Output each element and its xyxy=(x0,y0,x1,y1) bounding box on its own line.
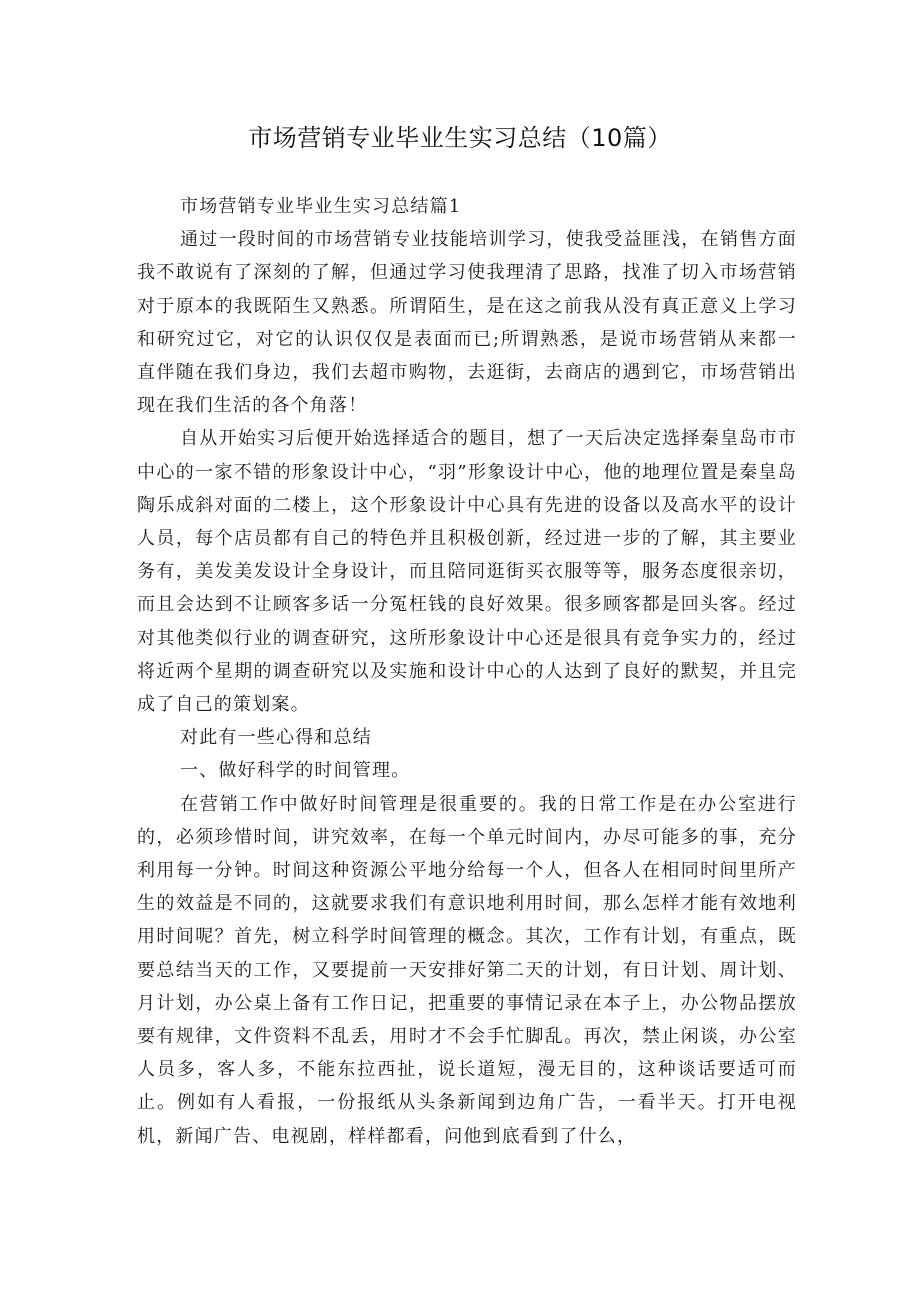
body-paragraph: 在营销工作中做好时间管理是很重要的。我的日常工作是在办公室进行的，必须珍惜时间，讲究效率，在每一个单元时间内，办尽可能多的事，充分利用每一分钟。时间这种资源公平地分给每一个人，但各人在相同时间里所产生的效益是不同的，这就要求我们有意识地利用时间，那么怎样才能有效地利用时间呢？首先，树立科学时间管理的概念。其次，工作有计划，有重点，既要总结当天的工作，又要提前一天安排好第二天的计划，有日计划、周计划、月计划，办公桌上备有工作日记，把重要的事情记录在本子上，办公物品摆放要有规律，文件资料不乱丢，用时才不会手忙脚乱。再次，禁止闲谈，办公室人员多，客人多，不能东拉西扯，说长道短，漫无目的，这种谈话要适可而止。例如有人看报，一份报纸从头条新闻到边角广告，一看半天。打开电视机，新闻广告、电视剧，样样都看，问他到底看到了什么， xyxy=(137,793,797,1147)
body-paragraph: 对此有一些心得和总结 xyxy=(180,727,372,749)
page-title: 市场营销专业毕业生实习总结（10篇） xyxy=(248,124,672,152)
body-paragraph: 通过一段时间的市场营销专业技能培训学习，使我受益匪浅，在销售方面我不敢说有了深刻的了解，但通过学习使我理清了思路，找准了切入市场营销对于原本的我既陌生又熟悉。所谓陌生，是在这之前我从没有真正意义上学习和研究过它，对它的认识仅仅是表面而已;所谓熟悉，是说市场营销从来都一直伴随在我们身边，我们去超市购物，去逛街，去商店的遇到它，市场营销出现在我们生活的各个角落！ xyxy=(137,229,797,417)
section-heading: 市场营销专业毕业生实习总结篇1 xyxy=(180,196,462,217)
subsection-heading: 一、做好科学的时间管理。 xyxy=(180,760,411,782)
document-body xyxy=(137,190,797,1153)
body-paragraph: 自从开始实习后便开始选择适合的题目，想了一天后决定选择秦皇岛市市中心的一家不错的形象设计中心，“羽”形象设计中心，他的地理位置是秦皇岛陶乐成斜对面的二楼上，这个形象设计中心具有先进的设备以及高水平的设计人员，每个店员都有自己的特色并且积极创新，经过进一步的了解，其主要业务有，美发美发设计全身设计，而且陪同逛街买衣服等等，服务态度很亲切，而且会达到不让顾客多话一分冤枉钱的良好效果。很多顾客都是回头客。经过对其他类似行业的调查研究，这所形象设计中心还是很具有竞争实力的，经过将近两个星期的调查研究以及实施和设计中心的人达到了良好的默契，并且完成了自己的策划案。 xyxy=(137,428,797,716)
